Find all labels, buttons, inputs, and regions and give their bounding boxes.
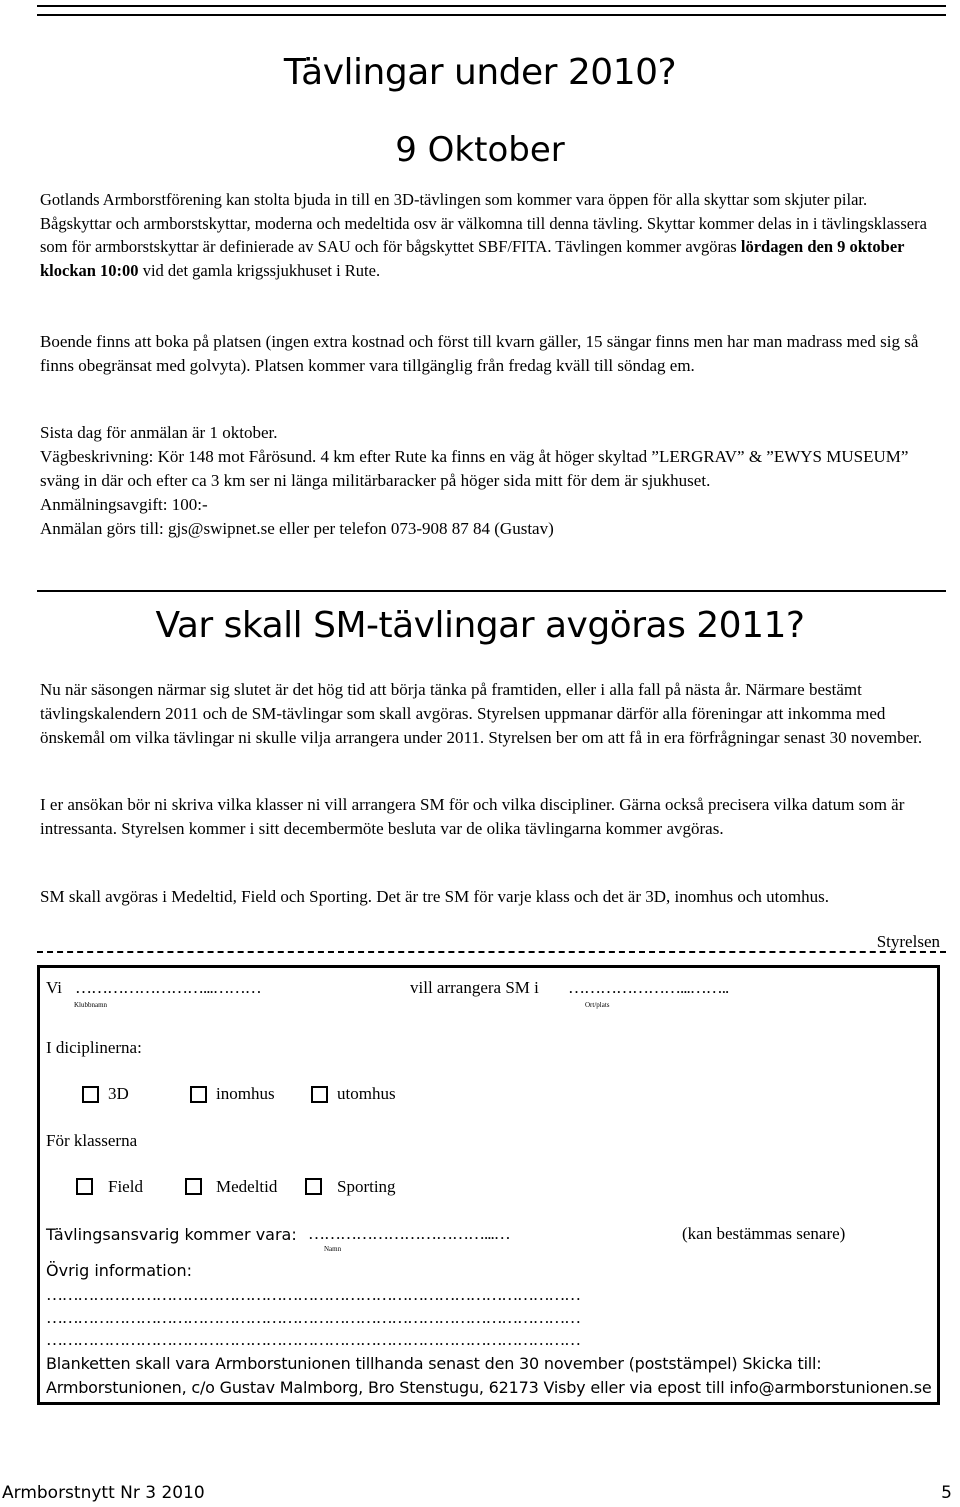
other-info-line-3[interactable]: …………………………………………………………………………………………	[46, 1330, 580, 1349]
discipline-3d-label: 3D	[108, 1084, 129, 1103]
section2-paragraph-2: I er ansökan bör ni skriva vilka klasser ni vill arrangera SM för och vilka discipliner. Gärna också precisera vilka datum som är intressanta. Styrelsen kommer i sitt decembermöte besluta var de olika tävlingarna kommer avgöras.	[40, 795, 905, 838]
fee-line: Anmälningsavgift: 100:-	[40, 495, 208, 514]
classes-label: För klasserna	[46, 1131, 138, 1150]
vi-label: Vi	[46, 978, 62, 997]
top-rule-1	[37, 5, 946, 7]
checkbox-utomhus[interactable]	[311, 1086, 328, 1103]
place-field[interactable]: …………………...……..	[568, 978, 729, 997]
checkbox-sporting[interactable]	[305, 1178, 322, 1195]
checkbox-medeltid[interactable]	[185, 1178, 202, 1195]
footer-publication: Armborstnytt Nr 3 2010	[2, 1483, 205, 1503]
other-info-line-1[interactable]: …………………………………………………………………………………………	[46, 1285, 580, 1304]
other-info-line-2[interactable]: …………………………………………………………………………………………	[46, 1308, 580, 1327]
responsible-name-field[interactable]: ……………………………...…	[308, 1224, 510, 1243]
section2-title: Var skall SM-tävlingar avgöras 2011?	[155, 605, 805, 646]
section1-subtitle: 9 Oktober	[395, 130, 565, 170]
class-sporting-label: Sporting	[337, 1177, 396, 1196]
top-rule-2	[37, 14, 946, 16]
intro-text-end: vid det gamla krigssjukhuset i Rute.	[138, 260, 381, 280]
accommodation-paragraph: Boende finns att boka på platsen (ingen extra kostnad och först till kvarn gäller, 15 sängar finns men har man madrass med sig så finns obegränsat med golvyta). Platsen kommer vara tillgänglig från fredag kväll till söndag em.	[40, 332, 919, 375]
checkbox-inomhus[interactable]	[190, 1086, 207, 1103]
responsible-label: Tävlingsansvarig kommer vara:	[46, 1225, 297, 1244]
intro-date-bold: lördagen den 9 oktober klockan 10:00	[40, 237, 905, 280]
place-hint: Ort/plats	[585, 1001, 610, 1009]
discipline-utomhus-label: utomhus	[337, 1084, 396, 1103]
class-medeltid-label: Medeltid	[216, 1177, 278, 1196]
cut-line-dashed	[37, 951, 946, 953]
signature: Styrelsen	[876, 932, 940, 951]
directions-line: Vägbeskrivning: Kör 148 mot Fårösund. 4 km efter Rute ka finns en väg åt höger skyltad ”LERGRAV” & ”EWYS MUSEUM” sväng in där och efter ca 3 km ser ni länga militärbaracker på höger sida mitt för dem är sjukhuset.	[40, 447, 909, 490]
responsible-name-hint: Namn	[324, 1245, 342, 1253]
page-number: 5	[941, 1483, 952, 1503]
section2-paragraph-1: Nu när säsongen närmar sig slutet är det hög tid att börja tänka på framtiden, eller i alla fall på nästa år. Närmare bestämt tävlingskalendern 2011 och de SM-tävlingar som skall avgöras. Styrelsen uppmanar därför alla föreningar att inkomma med önskemål om vilka tävlingar ni skulle vilja arrangera under 2011. Styrelsen ber om att få in era förfrågningar senast 30 november.	[40, 680, 923, 747]
section2-paragraph-3: SM skall avgöras i Medeltid, Field och Sporting. Det är tre SM för varje klass och det är 3D, inomhus och utomhus.	[40, 887, 829, 906]
checkbox-field[interactable]	[76, 1178, 93, 1195]
section1-intro-paragraph	[40, 188, 940, 282]
discipline-inomhus-label: inomhus	[216, 1084, 275, 1103]
arrange-label: vill arrangera SM i	[410, 978, 539, 997]
checkbox-3d[interactable]	[82, 1086, 99, 1103]
registration-form	[37, 965, 940, 1405]
other-info-label: Övrig information:	[46, 1261, 193, 1280]
practical-info	[40, 421, 940, 541]
club-name-field[interactable]: ……………………...………	[75, 978, 261, 997]
disciplines-label: I diciplinerna:	[46, 1038, 142, 1057]
deadline-line: Sista dag för anmälan är 1 oktober.	[40, 423, 278, 442]
section1-title: Tävlingar under 2010?	[283, 52, 677, 93]
form-closing-text: Blanketten skall vara Armborstunionen tillhanda senast den 30 november (poststämpel) Skicka till: Armborstunionen, c/o Gustav Malmborg, Bro Stenstugu, 62173 Visby eller via epost till info@armborstunionen.se	[46, 1354, 932, 1397]
class-field-label: Field	[108, 1177, 143, 1196]
intro-text: Gotlands Armborstförening kan stolta bjuda in till en 3D-tävlingen som kommer vara öppen för alla skyttar som skjuter pilar. Bågskyttar och armborstskyttar, moderna och medeltida osv är välkomna till denna tävling. Skyttar kommer delas in i tävlingsklassera som för armborstskyttar är definierade av SAU och för bågskyttet SBF/FITA. Tävlingen kommer avgöras	[40, 190, 927, 256]
signup-line: Anmälan görs till: gjs@swipnet.se eller per telefon 073-908 87 84 (Gustav)	[40, 519, 554, 538]
responsible-note: (kan bestämmas senare)	[682, 1224, 846, 1243]
section-divider	[37, 590, 946, 592]
club-name-hint: Klubbnamn	[74, 1001, 108, 1009]
